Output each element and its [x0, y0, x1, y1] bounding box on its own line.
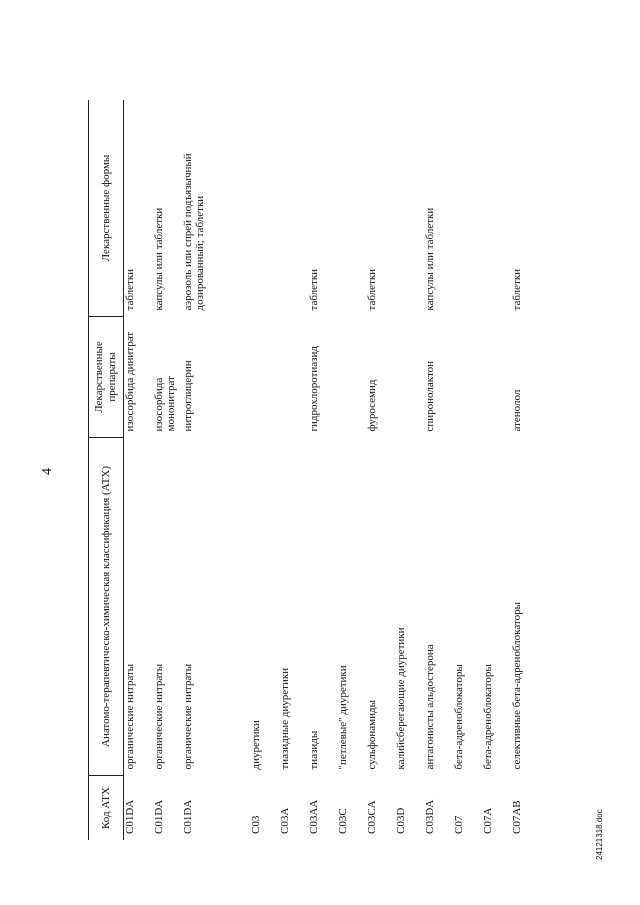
table-row: [511, 100, 540, 840]
table-row: [453, 100, 482, 840]
table-row: [250, 100, 279, 840]
cell-code: C03: [250, 815, 262, 834]
table-row: [182, 100, 250, 840]
cell-preparation: изосорбида динитрат: [124, 331, 136, 432]
cell-form: капсулы или таблетки: [424, 207, 436, 311]
cell-preparation: гидрохлоротиазид: [308, 346, 320, 432]
cell-form: [250, 100, 279, 317]
cell-preparation: фуросемид: [366, 379, 378, 432]
cell-code: C03AA: [308, 799, 320, 834]
cell-code: C01DA: [153, 799, 165, 834]
page-number: 4: [40, 468, 55, 475]
cell-classification: органические нитраты: [124, 663, 136, 770]
cell-form: [482, 100, 511, 317]
cell-preparation: атенолол: [511, 389, 523, 432]
cell-form: [279, 100, 308, 317]
cell-classification: тиазиды: [308, 730, 320, 770]
cell-classification: органические нитраты: [153, 663, 165, 770]
cell-classification: антагонисты альдостерона: [424, 644, 436, 770]
cell-preparation: [453, 317, 482, 438]
table-row: [279, 100, 308, 840]
cell-classification: органические нитраты: [182, 663, 194, 770]
cell-code: C07AB: [511, 800, 523, 834]
table-row: [366, 100, 395, 840]
header-classification: Анатомо-терапевтическо-химическая классификация (АТХ): [89, 438, 124, 776]
cell-form: таблетки: [124, 268, 136, 311]
cell-classification: бета-адреноблокаторы: [482, 664, 494, 770]
cell-code: C01DA: [182, 799, 194, 834]
table-row: [308, 100, 337, 840]
cell-classification: тиазидные диуретики: [279, 667, 291, 770]
footer-filename: 24121318.doc: [595, 809, 604, 860]
header-code: Код АТХ: [89, 776, 124, 841]
cell-form: таблетки: [511, 268, 523, 311]
cell-form: [337, 100, 366, 317]
cell-preparation: спиронолактон: [424, 360, 436, 432]
cell-form: аэрозоль или спрей подъязычный дозированный; таблетки: [182, 153, 206, 311]
cell-code: C03C: [337, 808, 349, 834]
cell-classification: сульфонамиды: [366, 700, 378, 770]
cell-code: C07A: [482, 807, 494, 834]
table-row: [395, 100, 424, 840]
cell-preparation: нитроглицерин: [182, 360, 194, 432]
cell-form: [453, 100, 482, 317]
header-preparations: Лекарственные препараты: [89, 317, 124, 438]
cell-form: капсулы или таблетки: [153, 207, 165, 311]
table-row: [424, 100, 453, 840]
cell-form: таблетки: [366, 268, 378, 311]
cell-form: [395, 100, 424, 317]
table-row: [337, 100, 366, 840]
cell-code: C03D: [395, 807, 407, 834]
cell-preparation: изосорбида мононитрат: [153, 376, 177, 432]
cell-preparation: [337, 317, 366, 438]
cell-preparation: [395, 317, 424, 438]
table-row: [124, 100, 154, 840]
cell-code: C07: [453, 815, 465, 834]
cell-form: таблетки: [308, 268, 320, 311]
cell-classification: бета-адреноблокаторы: [453, 664, 465, 770]
cell-classification: диуретики: [250, 720, 262, 770]
cell-preparation: [250, 317, 279, 438]
header-forms: Лекарственные формы: [89, 100, 124, 317]
cell-classification: калийсберегающие диуретики: [395, 627, 407, 770]
table-row: [153, 100, 182, 840]
cell-code: C01DA: [124, 799, 136, 834]
atc-table: [88, 100, 540, 840]
cell-classification: "петлевые" диуретики: [337, 665, 349, 770]
table-row: [482, 100, 511, 840]
cell-code: C03A: [279, 807, 291, 834]
cell-code: C03CA: [366, 800, 378, 834]
cell-preparation: [482, 317, 511, 438]
table-header-row: [89, 100, 124, 840]
cell-code: C03DA: [424, 799, 436, 834]
cell-classification: селективные бета-адреноблокаторы: [511, 602, 523, 770]
cell-preparation: [279, 317, 308, 438]
